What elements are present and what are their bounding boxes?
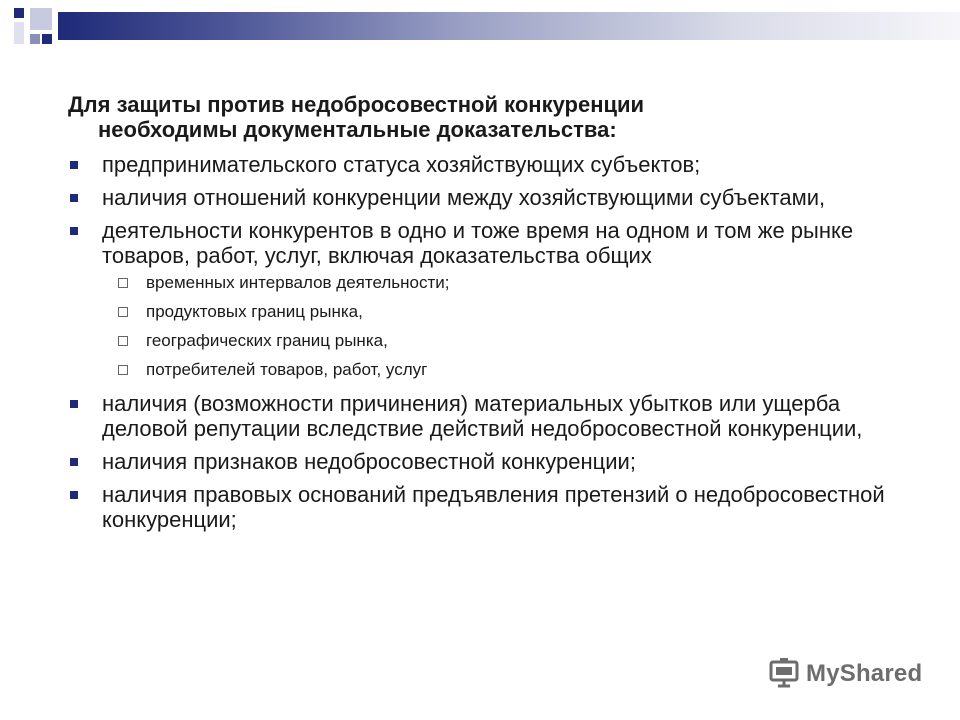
hollow-square-bullet-icon [118,365,128,375]
heading-line-2: необходимы документальные доказательства: [98,117,617,142]
list-item-text: наличия (возможности причинения) материальных убытков или ущерба деловой репутации вследствие действий недобросовестной конкуренции, [102,391,863,441]
square-bullet-icon [70,161,78,169]
list-item-text: предпринимательского статуса хозяйствующих субъектов; [102,152,701,177]
square-bullet-icon [70,458,78,466]
watermark-logo [768,657,922,691]
list-item [68,449,908,474]
header-square [30,34,40,44]
header-gradient-bar [58,12,960,40]
square-bullet-icon [70,194,78,202]
sub-list-item [68,272,908,294]
heading-line-1: Для защиты против недобросовестной конкуренции [68,92,645,117]
list-item-text: наличия правовых оснований предъявления претензий о недобросовестной конкуренции; [102,482,885,532]
slide-content [68,92,908,540]
hollow-square-bullet-icon [118,307,128,317]
list-item [68,482,908,532]
sub-list-item [68,301,908,323]
sub-list-item-text: географических границ рынка, [146,331,388,350]
list-item [68,218,908,268]
square-bullet-icon [70,400,78,408]
sub-list-item-text: потребителей товаров, работ, услуг [146,360,428,379]
list-item-text: наличия отношений конкуренции между хозяйствующими субъектами, [102,185,826,210]
hollow-square-bullet-icon [118,278,128,288]
sub-bullet-list [68,272,908,381]
list-item [68,391,908,441]
sub-list-item-text: временных интервалов деятельности; [146,273,450,292]
header-square [14,22,24,44]
sub-list-item-text: продуктовых границ рынка, [146,302,363,321]
square-bullet-icon [70,491,78,499]
list-item [68,185,908,210]
list-item-text: наличия признаков недобросовестной конкуренции; [102,449,636,474]
list-item [68,152,908,177]
bullet-list-continued [68,391,908,532]
header-square [42,34,52,44]
hollow-square-bullet-icon [118,336,128,346]
watermark-text: MyShared [806,660,923,687]
header-square [30,8,52,30]
header-square [14,8,24,18]
presentation-board-icon [768,656,800,693]
list-item-text: деятельности конкурентов в одно и тоже время на одном и том же рынке товаров, работ, услуг, включая доказательства общих [102,218,854,268]
bullet-list [68,152,908,268]
sub-list-item [68,359,908,381]
square-bullet-icon [70,227,78,235]
sub-list-item [68,330,908,352]
slide-heading [68,92,908,142]
